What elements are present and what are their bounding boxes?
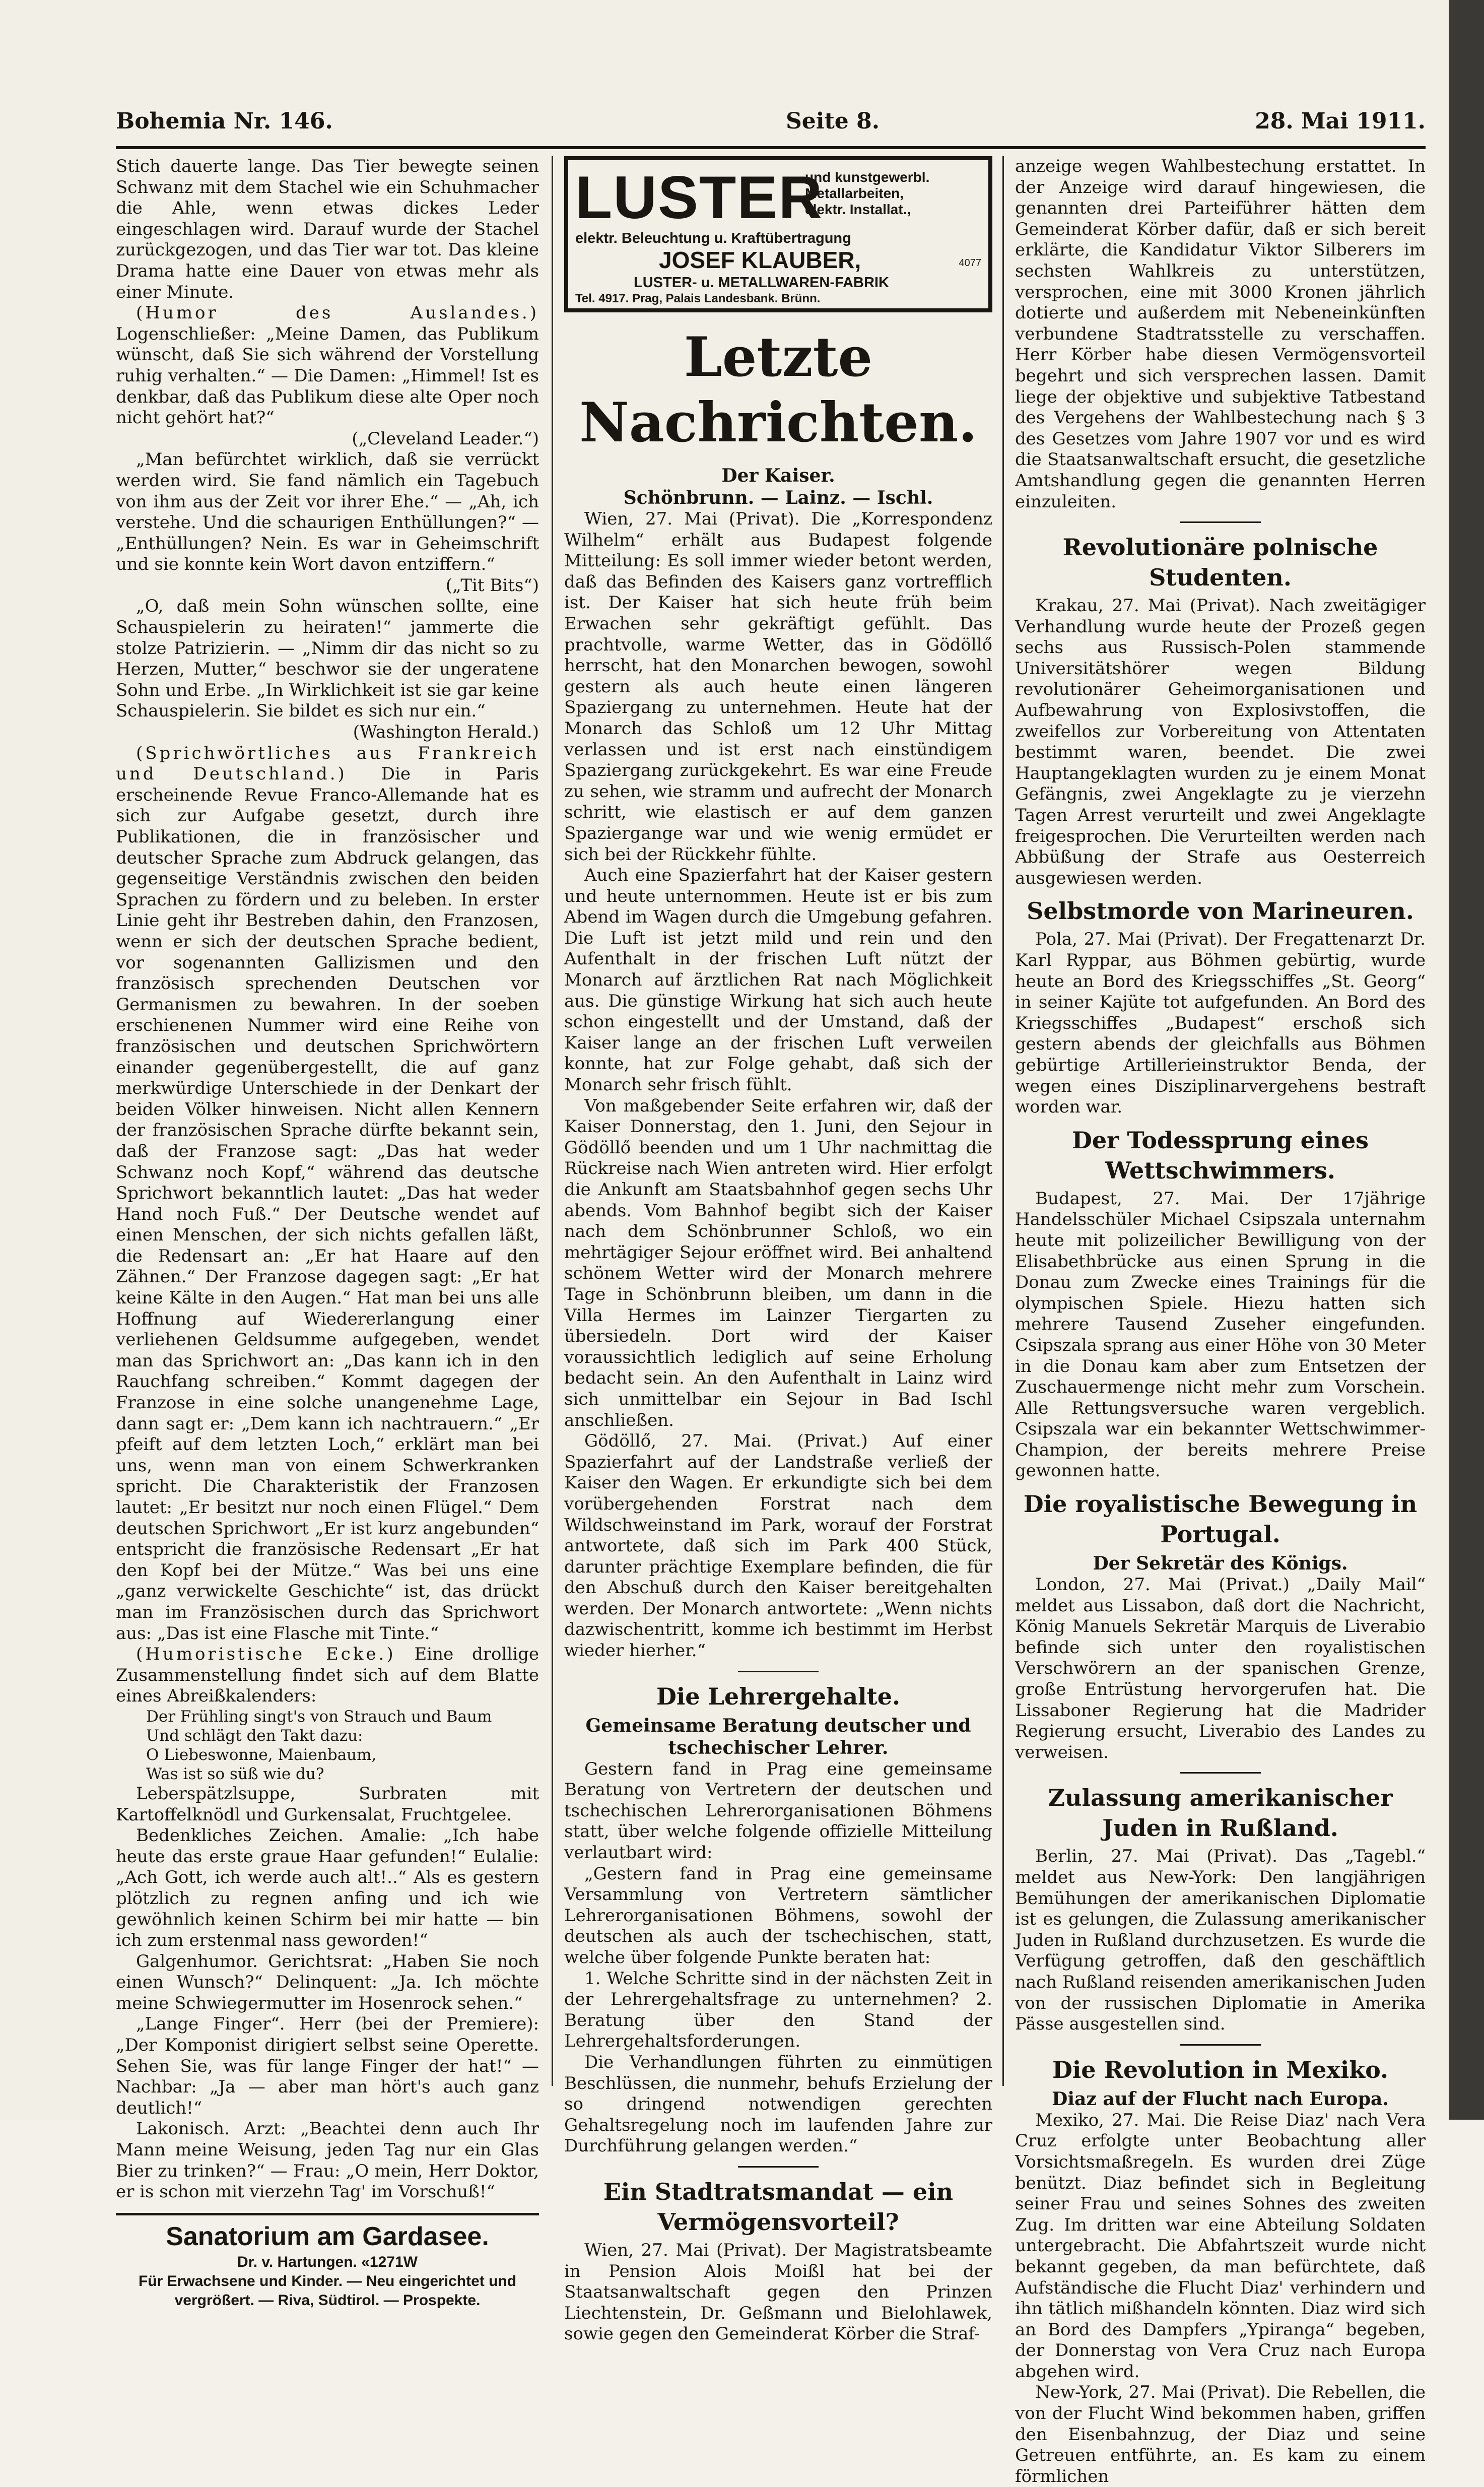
paper-name: Bohemia Nr. 146. [116, 108, 333, 134]
article-heading: Die Lehrergehalte. [656, 1682, 901, 1710]
column-right [1015, 156, 1426, 2486]
article-paragraph: Budapest, 27. Mai. Der 17jährige Handelsschüler Michael Csipszala unternahm heute mit polizeilicher Bewilligung von der Elisabethbrücke aus einen Sprung in die Donau zum Zwecke eines Trainings für die olympischen Spiele. Hiezu hatten sich mehrere Tausend Zuseher eingefunden. Csipszala sprang aus einer Höhe von 30 Meter in die Donau kam aber zum Entsetzen der Zuschauermenge nicht mehr zum Vorschein. Alle Rettungsversuche waren vergeblich. Csipszala war ein bekannter Wettschwimmer-Champion, der bereits mehrere Preise gewonnen hatte. [1015, 1188, 1426, 1481]
article-paragraph: Gödöllő, 27. Mai. (Privat.) Auf einer Spazierfahrt auf der Landstraße verließ der Kaiser den Wagen. Er erkundigte sich bei dem vorübergehenden Forstrat nach dem Wildschweinstand im Park, worauf der Forstrat antwortete, daß sich im Park 400 Stück, darunter prächtige Exemplare befinden, die für den Abschuß durch den Kaiser bereitgehalten werden. Der Monarch antwortete: „Wenn nichts dazwischentritt, komme ich bestimmt im Herbst wieder hierher.“ [564, 1431, 992, 1661]
article-paragraph [116, 303, 539, 429]
sanatorium-ad [116, 2213, 539, 2310]
article-paragraph: „Gestern fand in Prag eine gemeinsame Versammlung von Vertretern sämtlicher Lehrerorganisationen Böhmens, sowohl der deutschen als auch der tschechischen, statt, welche über folgende Punkte beraten hat: [564, 1863, 992, 1968]
article-paragraph [116, 1644, 539, 1707]
joke-text: „Man befürchtet wirklich, daß sie verrückt werden wird. Sie fand nämlich ein Tagebuch von ihm aus der Zeit vor ihrer Ehe.“ — „Ah, ich verstehe. Und die schaurigen Enthüllungen?“ — „Enthüllungen? Nein. Es war in Geheimschrift und sie konnte kein Wort davon entziffern.“ [116, 449, 539, 575]
section-label: (Sprichwörtliches aus Frankreich und Deutschland.) [116, 743, 539, 784]
ad-contact: Tel. 4917. Prag, Palais Landesbank. Brünn. [575, 292, 821, 305]
article-paragraph: New-York, 27. Mai (Privat). Die Rebellen, die von der Flucht Wind bekommen haben, griffen den Eisenbahnzug, der Diaz und seine Getreuen entführte, an. Es kam zu einem förmlichen [1015, 2382, 1426, 2486]
joke-text: „Lange Finger“. Herr (bei der Premiere): „Der Komponist dirigiert selbst seine Operette. Sehen Sie, was für lange Finger der hat!“ — Nachbar: „Ja — aber man hört's auch ganz deutlich!“ [116, 2014, 539, 2118]
joke-text: Lakonisch. Arzt: „Beachtei denn auch Ihr Mann meine Weisung, jeden Tag nur ein Glas Bier zu trinken?“ — Frau: „O mein, Herr Doktor, er is schon mit vierzehn Tag' im Vorschuß!“ [116, 2119, 539, 2202]
article-heading: Ein Stadtratsmandat — ein Vermögensvorteil? [603, 2178, 954, 2236]
divider [1180, 521, 1261, 523]
issue-date: 28. Mai 1911. [1255, 108, 1426, 134]
poem-line: Und schlägt den Takt dazu: [146, 1726, 363, 1745]
ad-title: Sanatorium am Gardasee. [166, 2221, 489, 2251]
article-subheading: Diaz auf der Flucht nach Europa. [1052, 2088, 1389, 2110]
article-subheading: Gemeinsame Beratung deutscher und tschechischer Lehrer. [585, 1715, 971, 1758]
section-label: (Humoristische Ecke.) [136, 1644, 396, 1665]
article-heading: Zulassung amerikanischer Juden in Rußland. [1048, 1784, 1393, 1842]
article-paragraph: Gestern fand in Prag eine gemeinsame Beratung von Vertretern der deutschen und tschechischen Lehrerorganisationen Böhmens statt, über welche folgende offizielle Mitteilung verlautbart wird: [564, 1758, 992, 1863]
ad-line: Dr. v. Hartungen. «1271W [237, 2253, 418, 2270]
article-heading: Selbstmorde von Marineuren. [1027, 897, 1414, 925]
article-paragraph: Pola, 27. Mai (Privat). Der Fregattenarzt Dr. Karl Ryppar, aus Böhmen gebürtig, wurde heute an Bord des Kriegsschiffes „St. Georg“ in seiner Kajüte tot aufgefunden. An Bord des Kriegsschiffes „Budapest“ erschoß sich gestern abends der gleichfalls aus Böhmen gebürtige Artillerieinstruktor Benda, der wegen eines Disziplinarvergehens bestraft worden war. [1015, 929, 1426, 1118]
ad-number: 4077 [959, 257, 981, 269]
scan-edge [1449, 0, 1484, 2120]
article-heading: Die Revolution in Mexiko. [1052, 2056, 1389, 2083]
joke-text: „O, daß mein Sohn wünschen sollte, eine Schauspielerin zu heiraten!“ jammerte die stolze Patrizierin. — „Nimm dir das nicht so zu Herzen, Mutter,“ beschwor sie der ungeratene Sohn und Erbe. „In Wirklichkeit ist sie gar keine Schauspielerin. Sie bildet es sich nur ein.“ [116, 596, 539, 722]
section-label: (Humor des Auslandes.) [136, 303, 539, 323]
divider [738, 1671, 819, 1672]
ad-line: Metallarbeiten, [805, 185, 904, 201]
article-paragraph: Mexiko, 27. Mai. Die Reise Diaz' nach Vera Cruz erfolgte unter Beobachtung aller Vorsichtsmaßregeln. Es wurden drei Züge benützt. Diaz befindet sich in Begleitung seiner Frau und seines Sohnes des zweiten Zug. Im dritten war eine Abteilung Soldaten untergebracht. Die Abfahrtszeit wurde nicht bekannt gegeben, da man befürchtete, daß Aufständische die Flucht Diaz' verhindern und ihn tätlich mißhandeln könnten. Diaz wird sich an Bord des Dampfers „Ypiranga“ begeben, der Donnerstag von Vera Cruz nach Europa abgehen wird. [1015, 2110, 1426, 2382]
column-rule [1002, 156, 1004, 2086]
article-text: Die in Paris erscheinende Revue Franco-Allemande hat es sich zur Aufgabe gesetzt, durch ihre Publikationen, die in französischer und deutscher Sprache zum Abdruck gelangen, das gegenseitige Verständnis zwischen den beiden Sprachen zu fördern und zu beleben. In erster Linie geht ihr Bestreben dahin, den Franzosen, wenn er sich der deutschen Sprache bedient, vor sogenannten Gallizismen und den französisch sprechenden Deutschen vor Germanismen zu bewahren. In der soeben erschienenen Nummer wird eine Reihe von französischen und deutschen Sprichwörtern einander gegenübergestellt, die auf ganz merkwürdige Unterschiede in der Denkart der beiden Völker hinweisen. Nicht allen Kennern der französischen Sprache dürfte bekannt sein, daß der Franzose sagt: „Das hat weder Schwanz noch Kopf,“ während das deutsche Sprichwort bekanntlich lautet: „Das hat weder Hand noch Fuß.“ Der Deutsche wendet auf einen Menschen, der sich nichts gefallen läßt, die Redensart an: „Er hat Haare auf den Zähnen.“ Der Franzose dagegen sagt: „Er hat keine Kälte in den Augen.“ Hat man bei uns alle Hoffnung auf Wiedererlangung einer verliehenen Geldsumme aufgegeben, wendet man das Sprichwort an: „Das kann ich in den Rauchfang schreiben.“ Kommt dagegen der Franzose in eine solche unangenehme Lage, dann sagt er: „Dem kann ich nachtrauern.“ „Er pfeift auf dem letzten Loch,“ erklärt man bei uns, wenn man von einem Schwerkranken spricht. Die Charakteristik der Franzosen lautet: „Er besitzt nur noch einen Flügel.“ Dem deutschen Sprichwort „Er ist kurz angebunden“ entspricht die französische Redensart „Er hat den Kopf bei der Mütze.“ Was bei uns eine „ganz verwickelte Geschichte“ ist, das drückt man im Französischen durch das Sprichwort aus: „Das ist eine Flasche mit Tinte.“ [116, 764, 539, 1644]
page-header [116, 108, 1426, 144]
divider [1180, 1772, 1261, 1774]
ad-line: und kunstgewerbl. [805, 169, 930, 185]
article-subheading: Der Sekretär des Königs. [1093, 1553, 1348, 1575]
article-paragraph: Von maßgebender Seite erfahren wir, daß der Kaiser Donnerstag, den 1. Juni, den Sejour in Gödöllő beenden und um 1 Uhr nachmittag die Rückreise nach Wien antreten wird. Hier erfolgt die Ankunft am Staatsbahnhof gegen sechs Uhr abends. Vom Bahnhof begibt sich der Kaiser nach dem Schönbrunner Schloß, wo ein mehrtägiger Sejour eröffnet wird. Bei anhaltend schönem Wetter wird der Monarch mehrere Tage in Schönbrunn bleiben, um dann in die Villa Hermes im Lainzer Tiergarten zu übersiedeln. Dort wird der Kaiser voraussichtlich lediglich auf seine Erholung bedacht sein. An den Aufenthalt in Lainz wird sich unmittelbar ein Sejour in Bad Ischl anschließen. [564, 1095, 992, 1430]
joke-text: Bedenkliches Zeichen. Amalie: „Ich habe heute das erste graue Haar gefunden!“ Eulalie: „Ach Gott, ich werde auch alt!..“ Als es gestern plötzlich zu regnen anfing und ich wie gewöhnlich keinen Schirm bei mir hatte — bin ich zum erstenmal nass geworden!“ [116, 1825, 539, 1951]
article-paragraph: Wien, 27. Mai (Privat). Der Magistratsbeamte in Pension Alois Moißl hat bei der Staatsanwaltschaft gegen den Prinzen Liechtenstein, Dr. Geßmann und Bielohlawek, sowie gegen den Gemeinderat Körber die Straf- [564, 2240, 992, 2344]
ad-line: elektr. Installat., [805, 202, 911, 217]
article-paragraph: Wien, 27. Mai (Privat). Die „Korrespondenz Wilhelm“ erhält aus Budapest folgende Mitteilung: Es soll immer wieder betont werden, daß das Befinden des Kaisers ganz vortrefflich ist. Der Kaiser hat sich heute früh beim Erwachen sehr gekräftigt gefühlt. Das prachtvolle, warme Wetter, das in Gödöllő herrscht, hat den Monarchen bewogen, sowohl gestern als auch heute einen längeren Spaziergang zu unternehmen. Heute hat der Monarch das Schloß um 12 Uhr Mittag verlassen und ist erst nach einstündigem Spaziergang zurückgekehrt. Es war eine Freude zu sehen, wie stramm und aufrecht der Monarch schritt, wie elastisch er auf dem ganzen Spaziergange war und wie wenig ermüdet er sich bei der Rückkehr fühlte. [564, 509, 992, 865]
poem [116, 1707, 539, 1784]
column-middle [564, 156, 992, 2344]
article-text: Eine drollige Zusammenstellung findet sich auf dem Blatte eines Abreißkalenders: [116, 1644, 539, 1707]
article-paragraph: 1. Welche Schritte sind in der nächsten Zeit in der Lehrergehaltsfrage zu unternehmen? 2. Beratung über den Stand der Lehrergehaltsforderungen. [564, 1968, 992, 2052]
poem-line: Der Frühling singt's von Strauch und Baum [146, 1707, 492, 1726]
article-paragraph: Krakau, 27. Mai (Privat). Nach zweitägiger Verhandlung wurde heute der Prozeß gegen sechs aus Russisch-Polen stammende Universitätshörer wegen Bildung revolutionärer Geheimorganisationen und Aufbewahrung von Explosivstoffen, die zweifellos zur Vorbereitung von Attentaten bestimmt waren, beendet. Die zwei Hauptangeklagten wurden zu je einem Monat Gefängnis, zwei Angeklagte zu je vierzehn Tagen Arrest verurteilt und zwei Angeklagte freigesprochen. Die Verurteilten werden nach Abbüßung der Strafe aus Oesterreich ausgewiesen werden. [1015, 596, 1426, 888]
ad-line: elektr. Beleuchtung u. Kraftübertragung [575, 230, 851, 246]
ad-line: Für Erwachsene und Kinder. — Neu eingerichtet und vergrößert. — Riva, Südtirol. — Prospekte. [138, 2272, 517, 2309]
poem-line: Was ist so süß wie du? [146, 1764, 324, 1783]
source-credit: (Washington Herald.) [353, 722, 539, 743]
article-heading: Die royalistische Bewegung in Portugal. [1023, 1490, 1418, 1548]
ad-wordmark: LUSTER [575, 164, 823, 231]
menu-text: Leberspätzlsuppe, Surbraten mit Kartoffelknödl und Gurkensalat, Fruchtgelee. [116, 1783, 539, 1825]
article-paragraph: Auch eine Spazierfahrt hat der Kaiser gestern und heute unternommen. Heute ist er bis zum Abend im Wagen durch die Umgebung gefahren. Die Luft ist jetzt mild und rein und den Aufenthalt in der frischen Luft nützt der Monarch auf ärztlichen Rat nach Möglichkeit aus. Die günstige Wirkung hat sich auch heute schon eingestellt und der Umstand, daß der Kaiser lange an der frischen Luft verweilen konnte, hat zur Folge gehabt, daß sich der Monarch sehr frisch fühlt. [564, 865, 992, 1095]
column-rule [552, 156, 553, 2086]
column-left [116, 156, 539, 2309]
joke-text: Galgenhumor. Gerichtsrat: „Haben Sie noch einen Wunsch?“ Delinquent: „Ja. Ich möchte meine Schwiegermutter im Hosenrock sehen.“ [116, 1951, 539, 2013]
poem-line: O Liebeswonne, Maienbaum, [146, 1745, 377, 1764]
article-paragraph: Stich dauerte lange. Das Tier bewegte seinen Schwanz mit dem Stachel wie ein Schuhmacher die Ahle, wenn etwas dickes Leder eingeschlagen wird. Darauf wurde der Stachel zurückgezogen, und das Tier war tot. Das kleine Drama hatte eine Dauer von etwas mehr als einer Minute. [116, 156, 539, 302]
ad-company-name: JOSEF KLAUBER, [659, 247, 861, 273]
page-number: Seite 8. [786, 108, 880, 134]
ad-services [805, 169, 981, 218]
divider [738, 2166, 819, 2168]
article-paragraph: London, 27. Mai (Privat.) „Daily Mail“ meldet aus Lissabon, daß dort die Nachricht, König Manuels Sekretär Marquis de Liverabio befinde sich unter den royalistischen Verschwörern an der spanischen Grenze, große Entrüstung hervorgerufen hat. Die Lissaboner Regierung hat die Madrider Regierung ersucht, Liverabio des Landes zu verweisen. [1015, 1575, 1426, 1762]
ad-line: LUSTER- u. METALLWAREN-FABRIK [634, 275, 889, 291]
article-heading: Revolutionäre polnische Studenten. [1062, 534, 1378, 592]
article-heading: Der Kaiser. [721, 465, 835, 486]
header-rule [116, 146, 1426, 149]
article-paragraph: Die Verhandlungen führten zu einmütigen Beschlüssen, die nunmehr, behufs Erzielung der so dringend notwendigen gerechten Gehaltsregelung noch im laufenden Jahre zur Durchführung gelangen werden.“ [564, 2052, 992, 2156]
section-title: Letzte Nachrichten. [579, 325, 977, 454]
article-paragraph [116, 743, 539, 1645]
article-heading: Der Todessprung eines Wettschwimmers. [1071, 1126, 1369, 1184]
article-subheading: Schönbrunn. — Lainz. — Ischl. [623, 487, 933, 508]
source-credit: („Tit Bits“) [445, 575, 539, 596]
divider [1180, 2044, 1261, 2046]
luster-ad [564, 156, 992, 312]
source-credit: („Cleveland Leader.“) [352, 428, 539, 449]
article-paragraph: anzeige wegen Wahlbestechung erstattet. In der Anzeige wird darauf hingewiesen, die genannten drei Parteiführer hätten dem Gemeinderat Körber dafür, daß er sich bereit erklärte, die Kandidatur Viktor Silberers im sechsten Wahlkreis zu unterstützen, versprochen, eine mit 3000 Kronen jährlich dotierte und außerdem mit Nebeneinkünften verbundene Stadtratsstelle zu verschaffen. Herr Körber habe diesen Vermögensvorteil begehrt und sich versprechen lassen. Damit liege der objektive und subjektive Tatbestand des Vergehens der Wahlbestechung nach § 3 des Gesetzes vom Jahre 1907 vor und es wird die Staatsanwaltschaft ersucht, die gesetzliche Amtshandlung gegen die genannten Herren einzuleiten. [1015, 156, 1426, 512]
article-paragraph: Berlin, 27. Mai (Privat). Das „Tagebl.“ meldet aus New-York: Den langjährigen Bemühungen der amerikanischen Diplomatie ist es gelungen, die Zulassung amerikanischer Juden in Rußland durchzusetzen. Es wurde die Verfügung getroffen, daß den geschäftlich nach Rußland reisenden amerikanischen Juden von der russischen Diplomatie in Amerika Pässe ausgestellen sind. [1015, 1846, 1426, 2035]
joke-text: Logenschließer: „Meine Damen, das Publikum wünscht, daß Sie sich während der Vorstellung ruhig verhalten.“ — Die Damen: „Himmel! Ist es denkbar, daß das Publikum diese alte Oper noch nicht gehört hat?“ [116, 323, 539, 428]
